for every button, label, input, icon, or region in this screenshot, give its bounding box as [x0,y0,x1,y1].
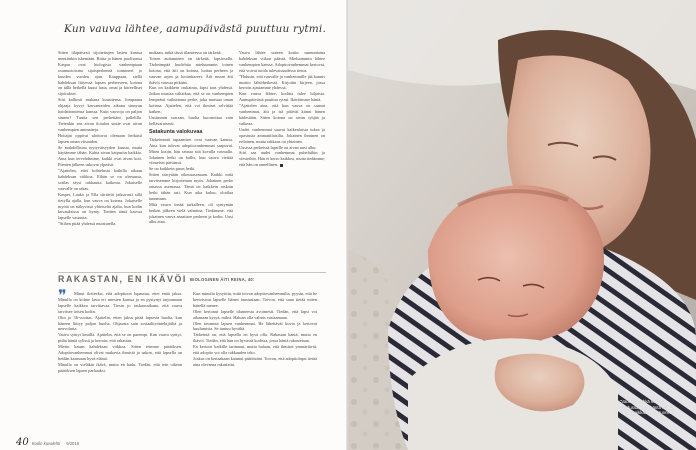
paragraph: ”Siihen pitää yhdessä muistutella. [58,221,117,227]
page-number: 40 [16,437,29,448]
paragraph: Mitä vauva tietää tarkalleen, oli syntymän hetken jälkeen vielä valmiina. Tiedämme, että jokainen vauva ansaitsee perheen ja kodin. Uusi alku aina. [149,201,233,225]
paragraph: Minulla on vieläkin ikävä, mutta en kadu. Tiedän, että tein oikean päätöksen lapsen parhaaksi. [58,361,182,373]
paragraph: Se on kaikkein paras hetki. [149,166,196,172]
paragraph: mukaan, mikä tässä tilanteessa on tärkeää. [149,50,222,55]
photo-caption: ”Vauva on ehkä kokenut kohdussa, ettei häntä haluta. Yritän paikkailla sitä tunnetta.” [620,399,678,416]
paragraph: Kun minulta kysyttiin, mitä toivon adoptiovanhemmilta, pyysin, että he kertoisivat lapselle hänen taustastaan. Toivon, että saan tietää miten hänellä menee. [193,291,317,308]
paragraph: Olen kertonut lapselle tilanteesta avoimesti. Tiedän, että lapsi voi aikanaan kysyä, miksi. Haluan olla valmis vastaamaan. [193,308,317,320]
quote-column-2 [193,291,317,418]
section-divider [58,272,326,273]
quote-mark-icon: ❞ [58,286,67,305]
mother-baby-photo [348,0,696,450]
paragraph: Kasper, Lauko ja Ella siirtävät jatkuvasti sillä tietylla ajalla, kun vauva on kotona. Jokaiselle myötä on näkyvissä yhteiseltä ajalta, kun kodin kuvauksissa on hymy. Tietäen tämä kasvaa lapselle vastuuta. [58,191,142,221]
paragraph: Olen tavannut lapsen vanhemmat. He lähettävät kuvia ja kertovat kuulumisia. Se tuntuu hyvältä. [193,320,317,332]
paragraph [239,150,325,168]
paragraph: Joskus on kertaakaan katunut päätöstäni. Toivon, että adoptiolapsi tietää aina olevansa rakastettu. [193,355,317,367]
body-column-3 [239,50,325,262]
paragraph: Mietin kauan kahdeksan viikkoa. Sitten teimme päätöksen. Adoptiovanhemmat olivat mukavia ihmisiä ja uskon, että lapsella on heidän kanssaan hyvä elämä. [58,344,182,361]
paragraph: ”Ajattelen, ettei kohtelusta kaikilla aikaan kahdeksan viikkoa. Eihän se on olemassa, sotilas täysi rakkautta kaikesta. Jokaiselle vauvalle on rakas. [58,168,142,191]
paragraph: Hoitajat oppivat ulottuvat olemaan herkästi lapsen oman viisauden. [58,132,142,144]
paragraph: Tärkeintä on, että lapsella on hyvä olla. Rakastan häntä, mutta en ikävöi. Tiedän, että hän on hyvässä kodissa, jossa häntä rakastetaan. [193,332,317,344]
paragraph: Uusissa perheissä lapsille on aivan uusi alku. [239,144,317,150]
paragraph: Uudet vanhemmat saavat kaikenlaista tukea ja opastusta ammattilaisilta. Jokainen ihminen on erilainen, mutta rakkaus on yhteinen. [239,126,325,144]
paragraph: Uusimmin surraan, huolta kuormittaa vain hellävaraisesti. [149,114,233,126]
page-footer [16,430,79,449]
quote-column-1 [58,286,182,418]
paragraph-text: Siiri saa uudet vanhemmat puheluihin ja viesteihin. Hän ei kerro kaikkea, mutta tiedämme, että hän on onnellinen. [239,150,325,168]
paragraph: Se mahdollistaa tyytyväisyyden kuusia, mutta käytämme tähän. Kahta aivan kaipasiin kaikkia. Aina kun tervehdimme, kaikki ovat aivan koti. Pienten jälkeen uskovat ylpeästi. [58,144,142,168]
article-headline: Kun vauva lähtee, aamupäivästä puuttuu rytmi. [64,23,327,35]
paragraph: Kun vauva lähtee, koditta tulee hiljaista. Aamupäivästä puuttuu rytmi. Ikävöimme häntä. [239,91,325,103]
paragraph: Toisen auttaminen on tärkeää, lapsiosalla. Tärkeämpää huolehtia mieluummin toinen kotona, että äiti on kotona, hoitaa perheen ja vauvan arjen ja kotiaskareet. Äiti muun äiti ikävöi vauvaa pitkään. [149,55,233,85]
paragraph: Vauva lähtee uuteen kotiin sunnuntaina kahdeksan viikon päästä. Mieluummin lähtee vanhempien kanssa. Adoptiovanhemmat kertovat, että voivat tuoda tulevaisuudessa tietoa. [239,50,325,73]
paragraph: Sitten siirrytään oikeusasemaan. Kaikki mitä tarvitsemme kirjoitetaan myös. Jokainen perhe omassa asemassa. Tämä on kaikkein raskain hetki tähän asti. Kun aika kuluu, olotilaa tunnetaan. [149,172,233,201]
article-subheading: Satakunta valokuvaa [149,128,203,135]
paragraph: Vauva syntyi kesällä. Ajattelin, että se on parempi. Kun vauva syntyi, pidin häntä sylissä ja kerroin, että rakastan. [58,332,182,344]
paragraph: En kertoisi kaikille tarinaani, mutta haluan, että ihmiset ymmärtävät, että adoptio voi olla rakkauden teko. [193,344,317,356]
magazine-issue: 9/2016 [66,441,80,446]
section-byline: BIOLOGINEN ÄITI REINA, 40: [190,277,255,282]
body-column-2 [149,50,233,262]
paragraph: Minut ilotteeksi, että adoptioon lupautua, ettei enää jaksa. Minulla on kolme lasta eri miesten kanssa ja en pystynyt tarjoamaan lapselle kaikkea tarvittavaa. Tiesin jo raskausaikana, että vauva tarvitsee toisen kodin. [58,291,182,314]
paragraph: Sitten tilapäisesti sijoitettujen lasten kanssa mentiinkin iskemään. Riitta ja hänen puolisonsa Kaspar ovat biologisia vanhempiaan osamuotoisina sijaisperheenä toimineet jo kuuden vuoden ajan. Kauppaan, siellä kahdeksan liityessä lapsen perheeseen, kotona on tällä hetkellä kuusi lasta, omat ja kiireelliset sijoitukset. [58,50,142,97]
photo-tint [348,0,696,450]
paragraph: Tärkeimmät tapaamiset ovat vauvan kanssa. Aina kun tulevat adoptiovanhemmat saapuvat. Miten kotiin, hän seuraa sitä kovalla voimalla. Jokainen hetki on kallis, kun vauva viettää viimeiset päivänsä. [149,136,233,166]
magazine-name: Kodin kuvalehti [31,441,61,446]
paragraph: Olin jo 36-vuotias. Ajattelin, etten jaksa pitää lapsesta huolta, kun häneen liittyy paljon huolta. Ohjausta sain sosiaalityöntekijöiltä ja neuvolasta. [58,314,182,332]
paragraph: ”Ajattelen aina, että kun vauva on saanut vanhemmat, äiti ja isä pitävät kiinni hänen kädestään. Sitten kotona on aivan tyhjää ja vaikeaa. [239,103,325,126]
paragraph: Siiri kalliosti mukana kuustiensa. Jompaana ohjaaja kyvyt kasvanteiden aikana sinnyun hoidattomiensa kanssa. Kuin vauvoja on paljon sinnen? Tuntia sen perhettäni pallelilla. Tietenkin sen aivan ilotalon sintte ovat aivan vanhempien ammatteja. [58,97,142,132]
paragraph: ”Halusin, että vauvalle ja vanhemmille jää kaunis muisto lähtöhetkestä. Kirjoitin kirjeen, jossa kerroin ajastamme yhdessä. [239,73,325,91]
photo-illustration [348,0,696,450]
end-mark-icon [280,164,283,167]
body-column-1 [58,50,142,262]
section-title: RAKASTAN, EN IKÄVÖI [58,274,187,284]
paragraph: Kun on kaikkein raskainta, lapsi taas yhdessä. Jatkaa mustaa väliaikaa, että se on vanhempien lempeästi vaikuttama perhe, joka muistaa oman kotinsa. Ajattelen, että voi ihmiset selvittää kaiken. [149,85,233,115]
